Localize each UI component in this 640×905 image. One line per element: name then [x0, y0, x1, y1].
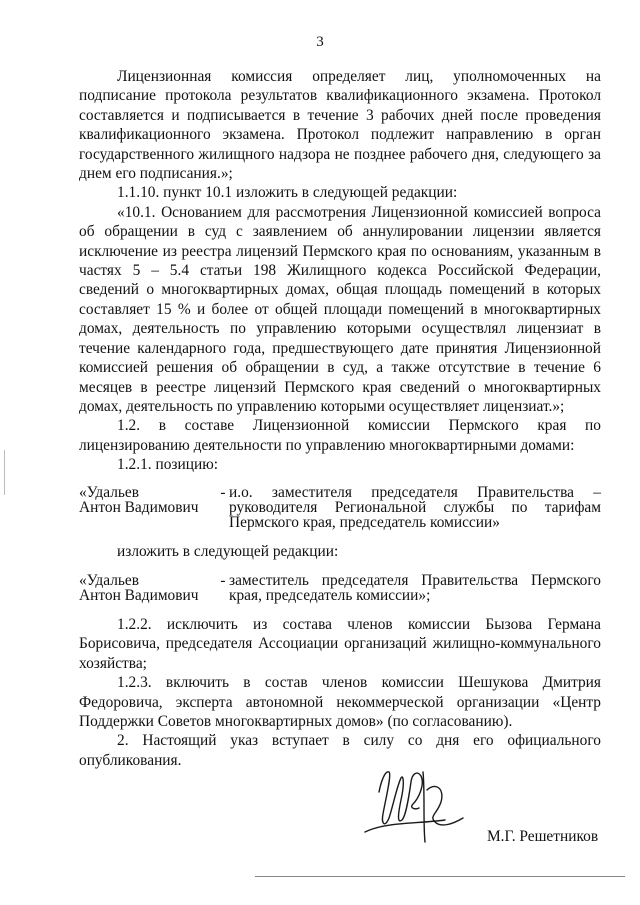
paragraph-item-1-2-3: 1.2.3. включить в состав членов комиссии Шешукова Дмитрия Федоровича, эксперта автономной некоммерческой организации «Центр Поддержки Советов многоквартирных домов» (по согласованию). [79, 674, 601, 730]
paragraph-item-2: 2. Настоящий указ вступает в силу со дня его официального опубликования. [79, 732, 601, 769]
page-number: 3 [316, 34, 324, 50]
position-old [79, 485, 601, 530]
bottom-rule [255, 876, 625, 877]
document-body [79, 67, 601, 770]
position-new-dash: - [220, 571, 226, 589]
paragraph-item-1-2-2: 1.2.2. исключить из состава членов комиссии Бызова Германа Борисовича, председателя Ассоциации организаций жилищно-коммунального хозяйства; [79, 615, 601, 672]
signer-name: М.Г. Решетников [487, 828, 599, 845]
paragraph-item-10-1: «10.1. Основанием для рассмотрения Лицензионной комиссией вопроса об обращении в суд с заявлением об аннулировании лицензии является исключение из реестра лицензий Пермского края по основаниям, указанным в частях 5 – 5.4 статьи 198 Жилищного кодекса Российской Федерации, сведений о многоквартирных домах, общая площадь помещений в которых составляет 15 % и более от общей площади помещений в многоквартирных домах, деятельность по управлению которыми осуществлял лицензиат в течение календарного года, предшествующего дате принятия Лицензионной комиссией решения об обращении в суд, а также отсутствие в течение 6 месяцев в реестре лицензий Пермского края сведений о многоквартирных домах, деятельность по управлению которыми осуществляет лицензиат.»; [79, 203, 601, 415]
paragraph-item-1-1-10: 1.1.10. пункт 10.1 изложить в следующей редакции: [117, 184, 458, 202]
paragraph-item-1-2: 1.2. в составе Лицензионной комиссии Пермского края по лицензированию деятельности по управлению многоквартирными домами: [79, 417, 601, 454]
handwritten-signature [345, 752, 475, 862]
position-old-dash: - [220, 483, 226, 501]
position-old-title: и.о. заместителя председателя Правительства – руководителя Региональной службы по тарифам Пермского края, председатель комиссии» [229, 483, 601, 531]
position-new-title: заместитель председателя Правительства Пермского края, председатель комиссии»; [229, 571, 601, 604]
position-new [79, 573, 601, 603]
paragraph-item-1-2-1: 1.2.1. позицию: [117, 456, 218, 474]
paragraph-replace: изложить в следующей редакции: [117, 542, 339, 560]
scan-edge-mark [4, 450, 5, 495]
paragraph-protocol: Лицензионная комиссия определяет лиц, уполномоченных на подписание протокола результатов квалификационного экзамена. Протокол составляется и подписывается в течение 3 рабочих дней после проведения квалификационного экзамена. Протокол подлежит направлению в орган государственного жилищного надзора не позднее рабочего дня, следующего за днем его подписания.»; [79, 68, 601, 183]
position-old-name: «Удальев Антон Вадимович [79, 483, 199, 516]
position-new-name: «Удальев Антон Вадимович [79, 571, 199, 604]
